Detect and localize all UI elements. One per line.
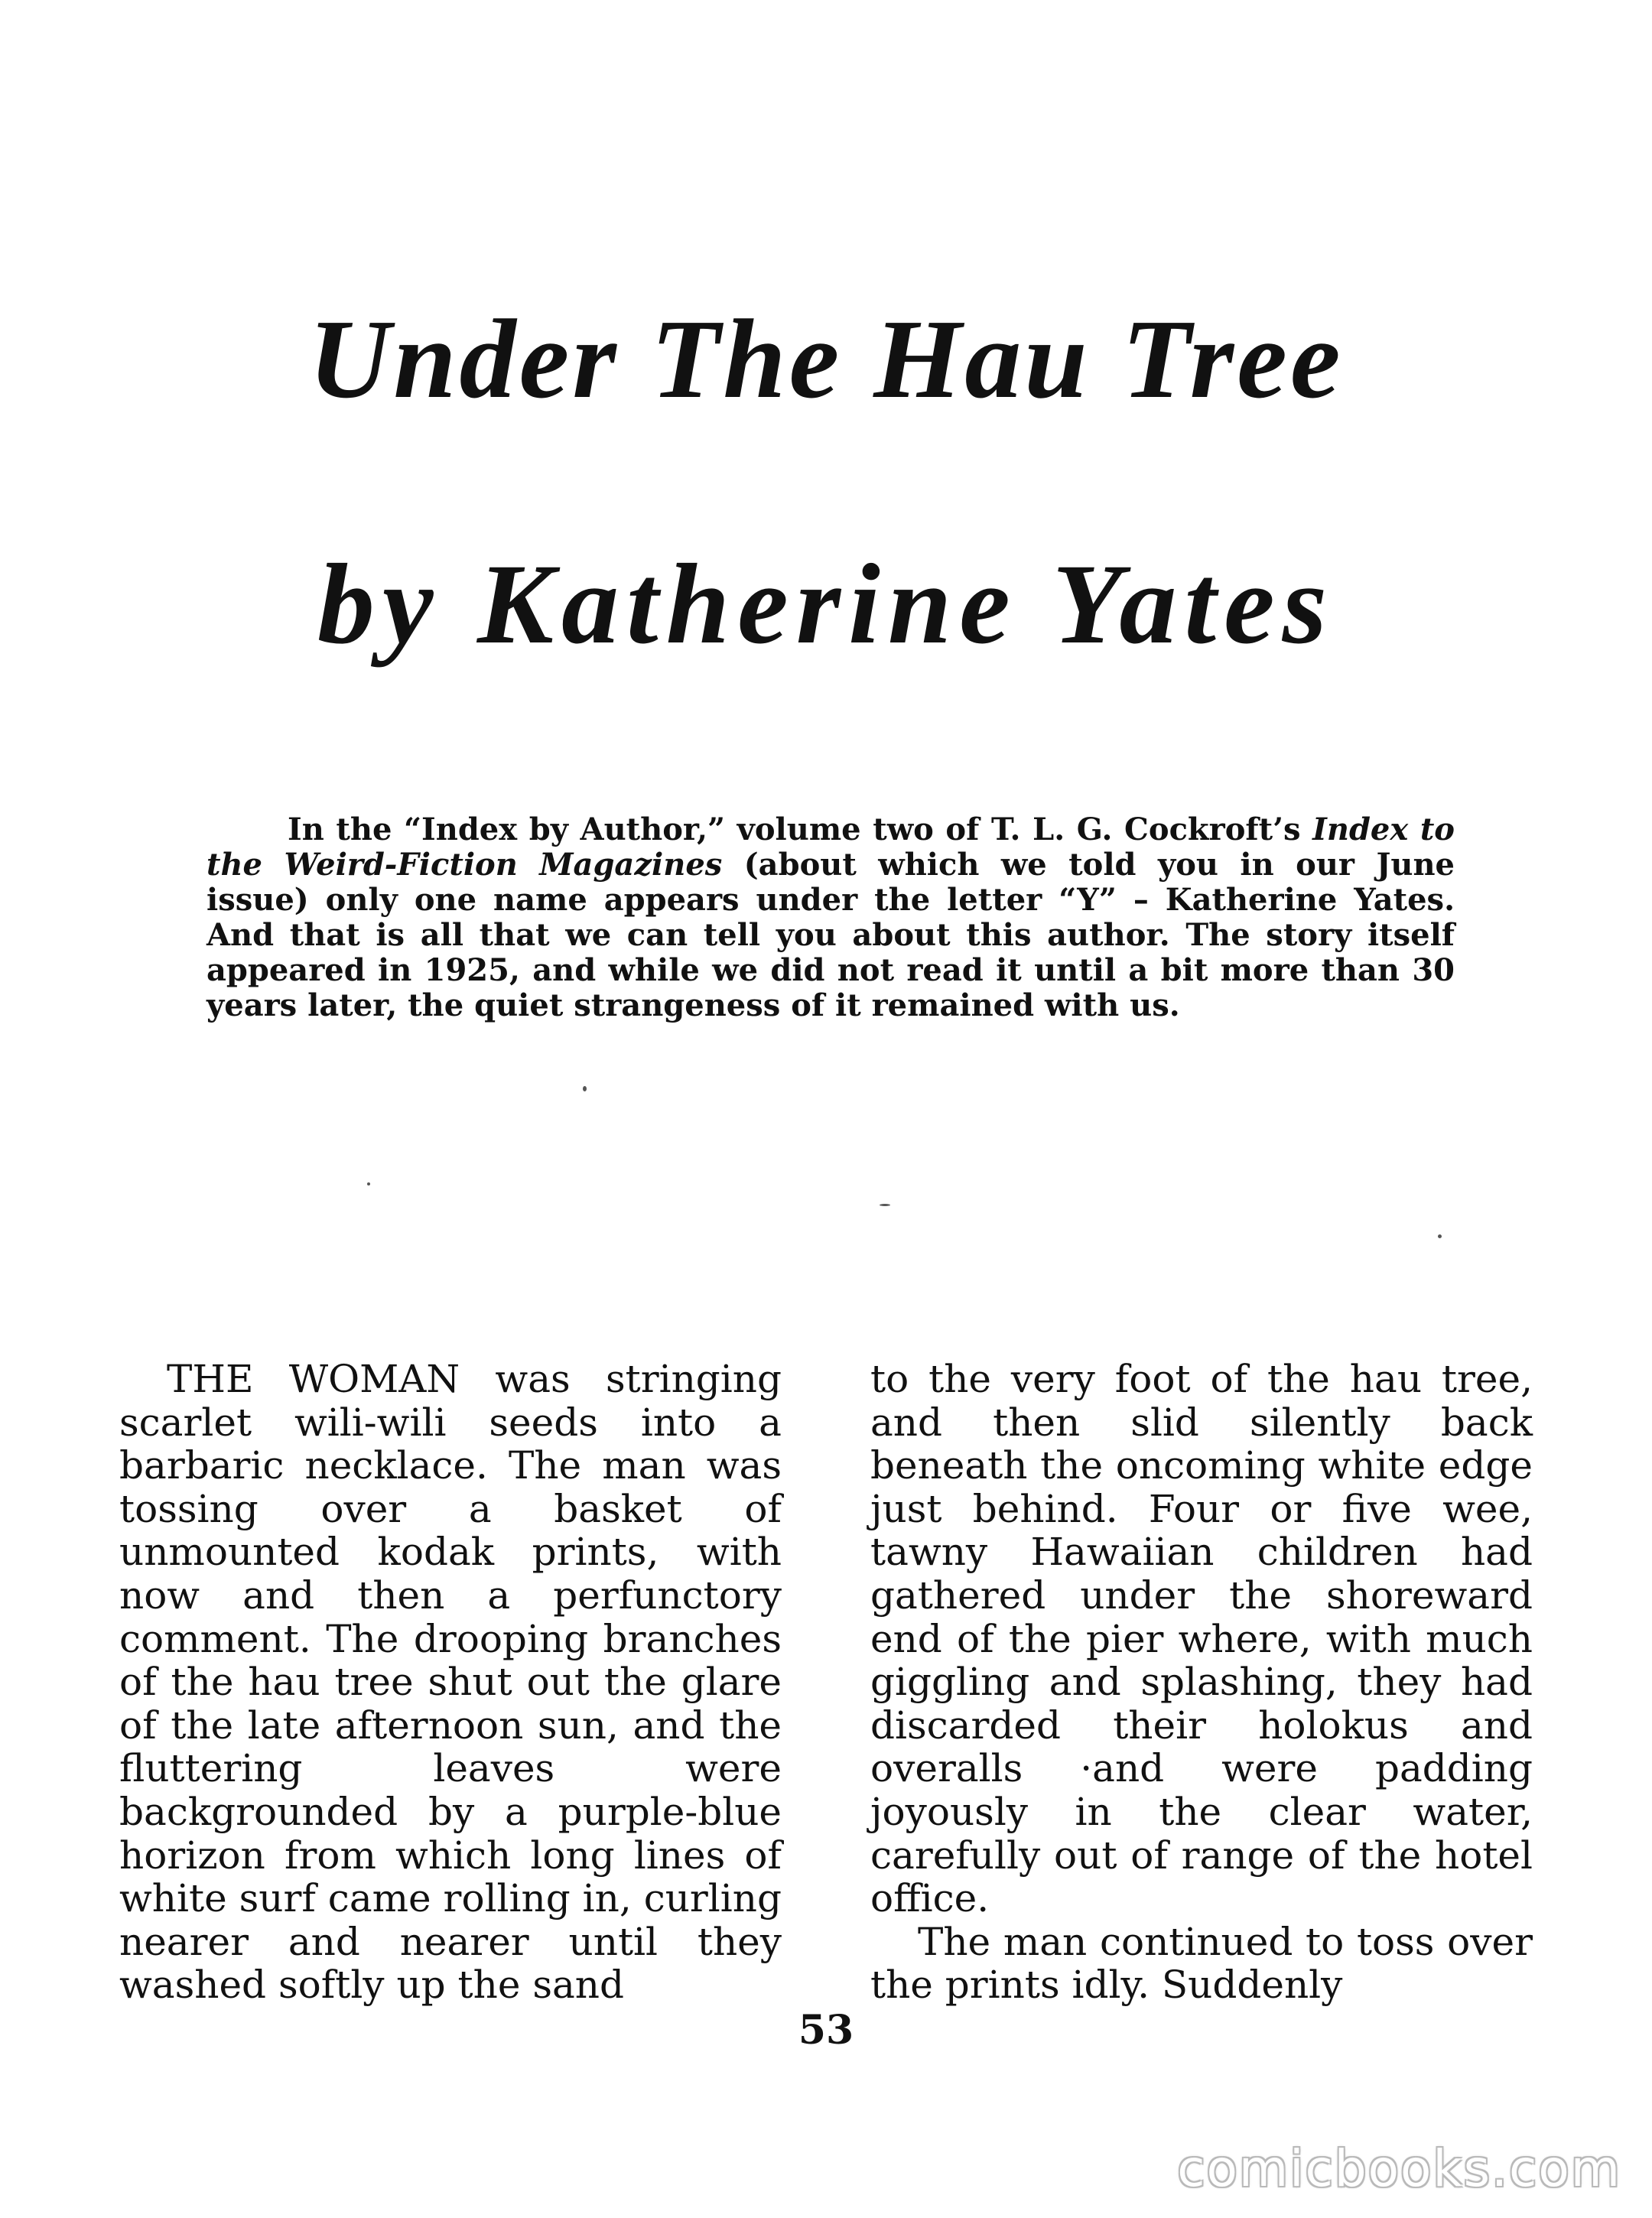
intro-magazine-title: Index to the Weird-Fiction Magazines — [206, 811, 1455, 883]
print-speck — [880, 1204, 890, 1206]
story-paragraph: THE WOMAN was stringing scarlet wili-wili seeds into a barbaric necklace. The man was tossing over a basket of unmounted kodak prints, with now and then a perfunctory comment. The drooping branches of the hau tree shut out the glare of the late afternoon sun, and the fluttering leaves were backgrounded by a purple-blue horizon from which long lines of white surf came rolling in, curling nearer and nearer until they washed softly up the sand — [119, 1357, 782, 2008]
story-column-right — [870, 1358, 1533, 2007]
story-title: Under The Hau Tree — [308, 297, 1344, 422]
story-column-left — [119, 1358, 782, 2007]
print-speck — [1438, 1234, 1442, 1238]
print-speck — [367, 1182, 370, 1185]
site-watermark: comicbooks.com — [1177, 2139, 1621, 2198]
intro-rest-text: (about which we told you in our June issue) only one name appears under the letter “Y” – Katherine Yates. And that is all that we can tell you about this author. The story itself appeared in 1925, and while we did not read it until a bit more than 30 years later, the quiet strangeness of it remained with us. — [206, 847, 1455, 1023]
intro-lead-text: In the “Index by Author,” volume two of T. L. G. Cockroft’s — [288, 811, 1301, 847]
print-speck — [583, 1086, 587, 1091]
page-number: 53 — [798, 2007, 854, 2054]
author-byline: by Katherine Yates — [317, 541, 1335, 668]
story-paragraph: The man continued to toss over the prints idly. Suddenly — [870, 1919, 1533, 2008]
story-paragraph-continued: to the very foot of the hau tree, and then slid silently back beneath the oncoming white edge just behind. Four or five wee, tawny Hawaiian children had gathered under the shoreward end of the pier where, with much giggling and splashing, they had discarded their holokus and overalls ·and were padding joyously in the clear water, carefully out of range of the hotel office. — [870, 1357, 1533, 1921]
editorial-intro — [206, 812, 1455, 1023]
